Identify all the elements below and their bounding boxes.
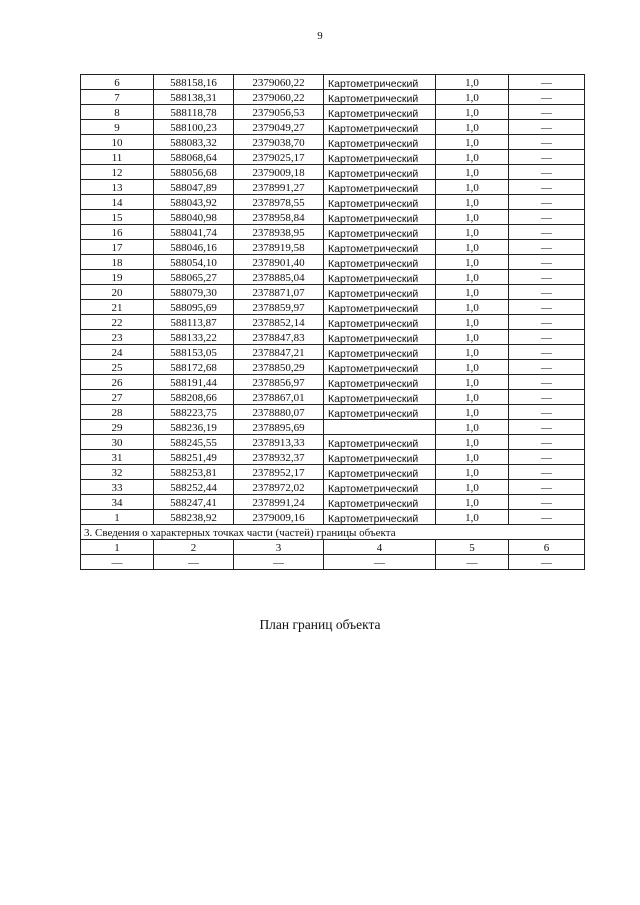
accuracy-cell: 1,0 <box>436 510 509 525</box>
table-row <box>81 180 585 195</box>
table-row <box>81 150 585 165</box>
table-row <box>81 210 585 225</box>
point-number-cell: 25 <box>81 360 154 375</box>
accuracy-cell: 1,0 <box>436 465 509 480</box>
section3-value: — <box>234 555 324 570</box>
x-coordinate-cell: 588040,98 <box>154 210 234 225</box>
plan-title: План границ объекта <box>259 617 381 632</box>
method-cell: Картометрический <box>324 360 436 375</box>
table-row <box>81 195 585 210</box>
method-cell: Картометрический <box>324 180 436 195</box>
description-cell: — <box>509 510 585 525</box>
description-cell: — <box>509 165 585 180</box>
y-coordinate-cell: 2378880,07 <box>234 405 324 420</box>
x-coordinate-cell: 588079,30 <box>154 285 234 300</box>
section3-col-header: 5 <box>436 540 509 555</box>
point-number-cell: 18 <box>81 255 154 270</box>
method-cell: Картометрический <box>324 390 436 405</box>
description-cell: — <box>509 135 585 150</box>
y-coordinate-cell: 2378901,40 <box>234 255 324 270</box>
description-cell: — <box>509 375 585 390</box>
table-row <box>81 390 585 405</box>
boundary-points-table <box>80 74 585 570</box>
accuracy-cell: 1,0 <box>436 240 509 255</box>
x-coordinate-cell: 588054,10 <box>154 255 234 270</box>
accuracy-cell: 1,0 <box>436 450 509 465</box>
y-coordinate-cell: 2378885,04 <box>234 270 324 285</box>
accuracy-cell: 1,0 <box>436 180 509 195</box>
table-row <box>81 450 585 465</box>
table-row <box>81 105 585 120</box>
method-cell: Картометрический <box>324 195 436 210</box>
section3-title-row <box>81 525 585 540</box>
y-coordinate-cell: 2378847,83 <box>234 330 324 345</box>
accuracy-cell: 1,0 <box>436 345 509 360</box>
y-coordinate-cell: 2378958,84 <box>234 210 324 225</box>
x-coordinate-cell: 588118,78 <box>154 105 234 120</box>
point-number-cell: 24 <box>81 345 154 360</box>
method-cell: Картометрический <box>324 120 436 135</box>
description-cell: — <box>509 315 585 330</box>
method-cell <box>324 420 436 435</box>
method-cell: Картометрический <box>324 105 436 120</box>
point-number-cell: 30 <box>81 435 154 450</box>
point-number-cell: 13 <box>81 180 154 195</box>
description-cell: — <box>509 270 585 285</box>
section3-value: — <box>154 555 234 570</box>
point-number-cell: 34 <box>81 495 154 510</box>
method-cell: Картометрический <box>324 150 436 165</box>
x-coordinate-cell: 588191,44 <box>154 375 234 390</box>
method-cell: Картометрический <box>324 510 436 525</box>
x-coordinate-cell: 588247,41 <box>154 495 234 510</box>
method-cell: Картометрический <box>324 90 436 105</box>
table-row <box>81 315 585 330</box>
method-cell: Картометрический <box>324 135 436 150</box>
description-cell: — <box>509 285 585 300</box>
description-cell: — <box>509 180 585 195</box>
table-body <box>81 75 585 525</box>
description-cell: — <box>509 255 585 270</box>
method-cell: Картометрический <box>324 480 436 495</box>
section3-header-row <box>81 540 585 555</box>
point-number-cell: 32 <box>81 465 154 480</box>
table-row <box>81 435 585 450</box>
y-coordinate-cell: 2378978,55 <box>234 195 324 210</box>
method-cell: Картометрический <box>324 300 436 315</box>
y-coordinate-cell: 2378867,01 <box>234 390 324 405</box>
table-row <box>81 480 585 495</box>
y-coordinate-cell: 2378952,17 <box>234 465 324 480</box>
y-coordinate-cell: 2378991,24 <box>234 495 324 510</box>
table-row <box>81 270 585 285</box>
x-coordinate-cell: 588153,05 <box>154 345 234 360</box>
point-number-cell: 11 <box>81 150 154 165</box>
x-coordinate-cell: 588113,87 <box>154 315 234 330</box>
section3-col-header: 4 <box>324 540 436 555</box>
accuracy-cell: 1,0 <box>436 375 509 390</box>
y-coordinate-cell: 2378847,21 <box>234 345 324 360</box>
table-row <box>81 225 585 240</box>
accuracy-cell: 1,0 <box>436 150 509 165</box>
description-cell: — <box>509 195 585 210</box>
description-cell: — <box>509 105 585 120</box>
x-coordinate-cell: 588047,89 <box>154 180 234 195</box>
point-number-cell: 19 <box>81 270 154 285</box>
y-coordinate-cell: 2379060,22 <box>234 90 324 105</box>
method-cell: Картометрический <box>324 345 436 360</box>
y-coordinate-cell: 2378991,27 <box>234 180 324 195</box>
point-number-cell: 29 <box>81 420 154 435</box>
accuracy-cell: 1,0 <box>436 135 509 150</box>
point-number-cell: 26 <box>81 375 154 390</box>
method-cell: Картометрический <box>324 165 436 180</box>
accuracy-cell: 1,0 <box>436 90 509 105</box>
x-coordinate-cell: 588083,32 <box>154 135 234 150</box>
accuracy-cell: 1,0 <box>436 390 509 405</box>
table-row <box>81 405 585 420</box>
accuracy-cell: 1,0 <box>436 405 509 420</box>
y-coordinate-cell: 2379056,53 <box>234 105 324 120</box>
method-cell: Картометрический <box>324 435 436 450</box>
y-coordinate-cell: 2379038,70 <box>234 135 324 150</box>
section3-col-header: 6 <box>509 540 585 555</box>
y-coordinate-cell: 2378932,37 <box>234 450 324 465</box>
point-number-cell: 21 <box>81 300 154 315</box>
table-row <box>81 375 585 390</box>
table-row <box>81 120 585 135</box>
point-number-cell: 10 <box>81 135 154 150</box>
y-coordinate-cell: 2378856,97 <box>234 375 324 390</box>
method-cell: Картометрический <box>324 405 436 420</box>
accuracy-cell: 1,0 <box>436 105 509 120</box>
point-number-cell: 28 <box>81 405 154 420</box>
table-row <box>81 135 585 150</box>
point-number-cell: 31 <box>81 450 154 465</box>
method-cell: Картометрический <box>324 285 436 300</box>
x-coordinate-cell: 588138,31 <box>154 90 234 105</box>
description-cell: — <box>509 420 585 435</box>
point-number-cell: 12 <box>81 165 154 180</box>
x-coordinate-cell: 588056,68 <box>154 165 234 180</box>
point-number-cell: 14 <box>81 195 154 210</box>
description-cell: — <box>509 240 585 255</box>
description-cell: — <box>509 390 585 405</box>
point-number-cell: 17 <box>81 240 154 255</box>
y-coordinate-cell: 2378913,33 <box>234 435 324 450</box>
description-cell: — <box>509 75 585 90</box>
description-cell: — <box>509 435 585 450</box>
x-coordinate-cell: 588252,44 <box>154 480 234 495</box>
section3-title: 3. Сведения о характерных точках части (частей) границы объекта <box>81 525 585 540</box>
table-row <box>81 165 585 180</box>
table-row <box>81 360 585 375</box>
y-coordinate-cell: 2378895,69 <box>234 420 324 435</box>
x-coordinate-cell: 588046,16 <box>154 240 234 255</box>
table-row <box>81 420 585 435</box>
point-number-cell: 20 <box>81 285 154 300</box>
description-cell: — <box>509 405 585 420</box>
accuracy-cell: 1,0 <box>436 210 509 225</box>
x-coordinate-cell: 588100,23 <box>154 120 234 135</box>
method-cell: Картометрический <box>324 330 436 345</box>
point-number-cell: 7 <box>81 90 154 105</box>
table-row <box>81 240 585 255</box>
accuracy-cell: 1,0 <box>436 195 509 210</box>
description-cell: — <box>509 210 585 225</box>
y-coordinate-cell: 2378850,29 <box>234 360 324 375</box>
section3-col-header: 3 <box>234 540 324 555</box>
method-cell: Картометрический <box>324 75 436 90</box>
accuracy-cell: 1,0 <box>436 285 509 300</box>
x-coordinate-cell: 588251,49 <box>154 450 234 465</box>
y-coordinate-cell: 2378972,02 <box>234 480 324 495</box>
section3-col-header: 2 <box>154 540 234 555</box>
x-coordinate-cell: 588133,22 <box>154 330 234 345</box>
point-number-cell: 1 <box>81 510 154 525</box>
x-coordinate-cell: 588253,81 <box>154 465 234 480</box>
method-cell: Картометрический <box>324 225 436 240</box>
accuracy-cell: 1,0 <box>436 165 509 180</box>
y-coordinate-cell: 2378871,07 <box>234 285 324 300</box>
accuracy-cell: 1,0 <box>436 255 509 270</box>
table-row <box>81 255 585 270</box>
method-cell: Картометрический <box>324 495 436 510</box>
table-row <box>81 465 585 480</box>
accuracy-cell: 1,0 <box>436 330 509 345</box>
method-cell: Картометрический <box>324 210 436 225</box>
accuracy-cell: 1,0 <box>436 270 509 285</box>
y-coordinate-cell: 2378938,95 <box>234 225 324 240</box>
accuracy-cell: 1,0 <box>436 300 509 315</box>
description-cell: — <box>509 465 585 480</box>
accuracy-cell: 1,0 <box>436 360 509 375</box>
description-cell: — <box>509 345 585 360</box>
point-number-cell: 15 <box>81 210 154 225</box>
x-coordinate-cell: 588068,64 <box>154 150 234 165</box>
point-number-cell: 23 <box>81 330 154 345</box>
section3-value: — <box>324 555 436 570</box>
y-coordinate-cell: 2379025,17 <box>234 150 324 165</box>
point-number-cell: 22 <box>81 315 154 330</box>
x-coordinate-cell: 588095,69 <box>154 300 234 315</box>
y-coordinate-cell: 2378852,14 <box>234 315 324 330</box>
accuracy-cell: 1,0 <box>436 495 509 510</box>
table-row <box>81 330 585 345</box>
accuracy-cell: 1,0 <box>436 420 509 435</box>
x-coordinate-cell: 588041,74 <box>154 225 234 240</box>
x-coordinate-cell: 588158,16 <box>154 75 234 90</box>
description-cell: — <box>509 150 585 165</box>
method-cell: Картометрический <box>324 270 436 285</box>
description-cell: — <box>509 480 585 495</box>
description-cell: — <box>509 330 585 345</box>
page-number: 9 <box>317 30 323 42</box>
description-cell: — <box>509 120 585 135</box>
accuracy-cell: 1,0 <box>436 225 509 240</box>
y-coordinate-cell: 2379049,27 <box>234 120 324 135</box>
x-coordinate-cell: 588043,92 <box>154 195 234 210</box>
table-row <box>81 345 585 360</box>
y-coordinate-cell: 2379009,18 <box>234 165 324 180</box>
point-number-cell: 16 <box>81 225 154 240</box>
description-cell: — <box>509 90 585 105</box>
description-cell: — <box>509 225 585 240</box>
table-row <box>81 285 585 300</box>
x-coordinate-cell: 588245,55 <box>154 435 234 450</box>
x-coordinate-cell: 588236,19 <box>154 420 234 435</box>
y-coordinate-cell: 2378919,58 <box>234 240 324 255</box>
x-coordinate-cell: 588208,66 <box>154 390 234 405</box>
method-cell: Картометрический <box>324 255 436 270</box>
section3-value-row <box>81 555 585 570</box>
accuracy-cell: 1,0 <box>436 75 509 90</box>
x-coordinate-cell: 588172,68 <box>154 360 234 375</box>
y-coordinate-cell: 2379060,22 <box>234 75 324 90</box>
table-row <box>81 300 585 315</box>
section3-value: — <box>436 555 509 570</box>
accuracy-cell: 1,0 <box>436 480 509 495</box>
x-coordinate-cell: 588223,75 <box>154 405 234 420</box>
x-coordinate-cell: 588238,92 <box>154 510 234 525</box>
y-coordinate-cell: 2379009,16 <box>234 510 324 525</box>
method-cell: Картометрический <box>324 375 436 390</box>
accuracy-cell: 1,0 <box>436 435 509 450</box>
description-cell: — <box>509 450 585 465</box>
y-coordinate-cell: 2378859,97 <box>234 300 324 315</box>
point-number-cell: 9 <box>81 120 154 135</box>
description-cell: — <box>509 300 585 315</box>
accuracy-cell: 1,0 <box>436 120 509 135</box>
table-row <box>81 75 585 90</box>
description-cell: — <box>509 360 585 375</box>
section3-value: — <box>81 555 154 570</box>
description-cell: — <box>509 495 585 510</box>
table-row <box>81 90 585 105</box>
section3-value: — <box>509 555 585 570</box>
table-row <box>81 495 585 510</box>
method-cell: Картометрический <box>324 240 436 255</box>
method-cell: Картометрический <box>324 450 436 465</box>
section3-col-header: 1 <box>81 540 154 555</box>
accuracy-cell: 1,0 <box>436 315 509 330</box>
point-number-cell: 6 <box>81 75 154 90</box>
method-cell: Картометрический <box>324 465 436 480</box>
point-number-cell: 8 <box>81 105 154 120</box>
point-number-cell: 33 <box>81 480 154 495</box>
point-number-cell: 27 <box>81 390 154 405</box>
x-coordinate-cell: 588065,27 <box>154 270 234 285</box>
method-cell: Картометрический <box>324 315 436 330</box>
table-row <box>81 510 585 525</box>
